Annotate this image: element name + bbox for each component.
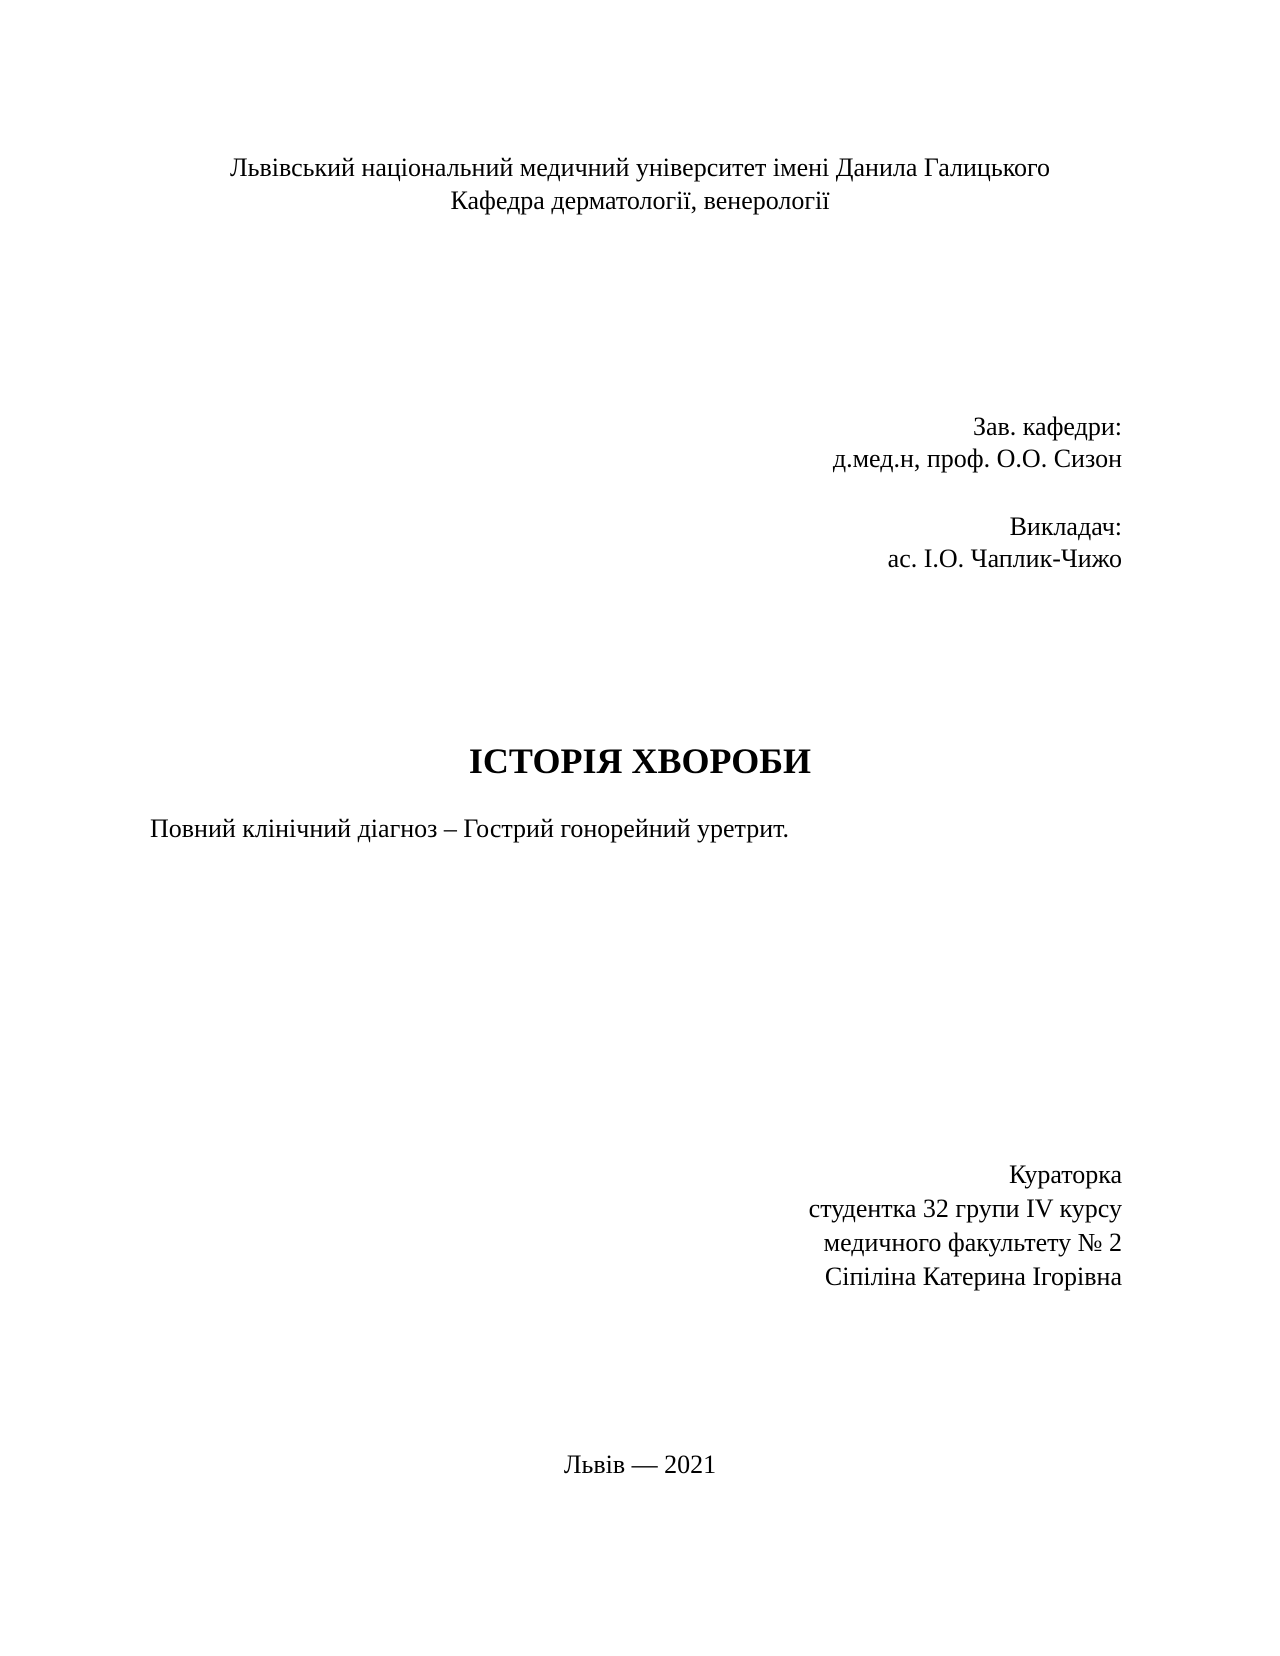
curator-faculty: медичного факультету № 2 (823, 1228, 1122, 1257)
head-of-department-name: д.мед.н, проф. О.О. Сизон (832, 444, 1122, 473)
curator-label: Кураторка (1008, 1160, 1122, 1189)
teacher-label: Викладач: (1009, 512, 1122, 541)
page-title: ІСТОРІЯ ХВОРОБИ (468, 741, 812, 781)
head-of-department-label: Зав. кафедри: (972, 412, 1122, 441)
department-name: Кафедра дерматології, венерології (450, 186, 830, 215)
curator-student-group: студентка 32 групи IV курсу (808, 1194, 1122, 1223)
city-year: Львів — 2021 (563, 1450, 717, 1479)
clinical-diagnosis: Повний клінічний діагноз – Гострий гонорейний уретрит. (150, 814, 790, 843)
curator-name: Сіпіліна Катерина Ігорівна (824, 1262, 1122, 1291)
teacher-name: ас. І.О. Чаплик-Чижо (887, 544, 1122, 573)
university-name: Львівський національний медичний університет імені Данила Галицького (229, 153, 1051, 182)
